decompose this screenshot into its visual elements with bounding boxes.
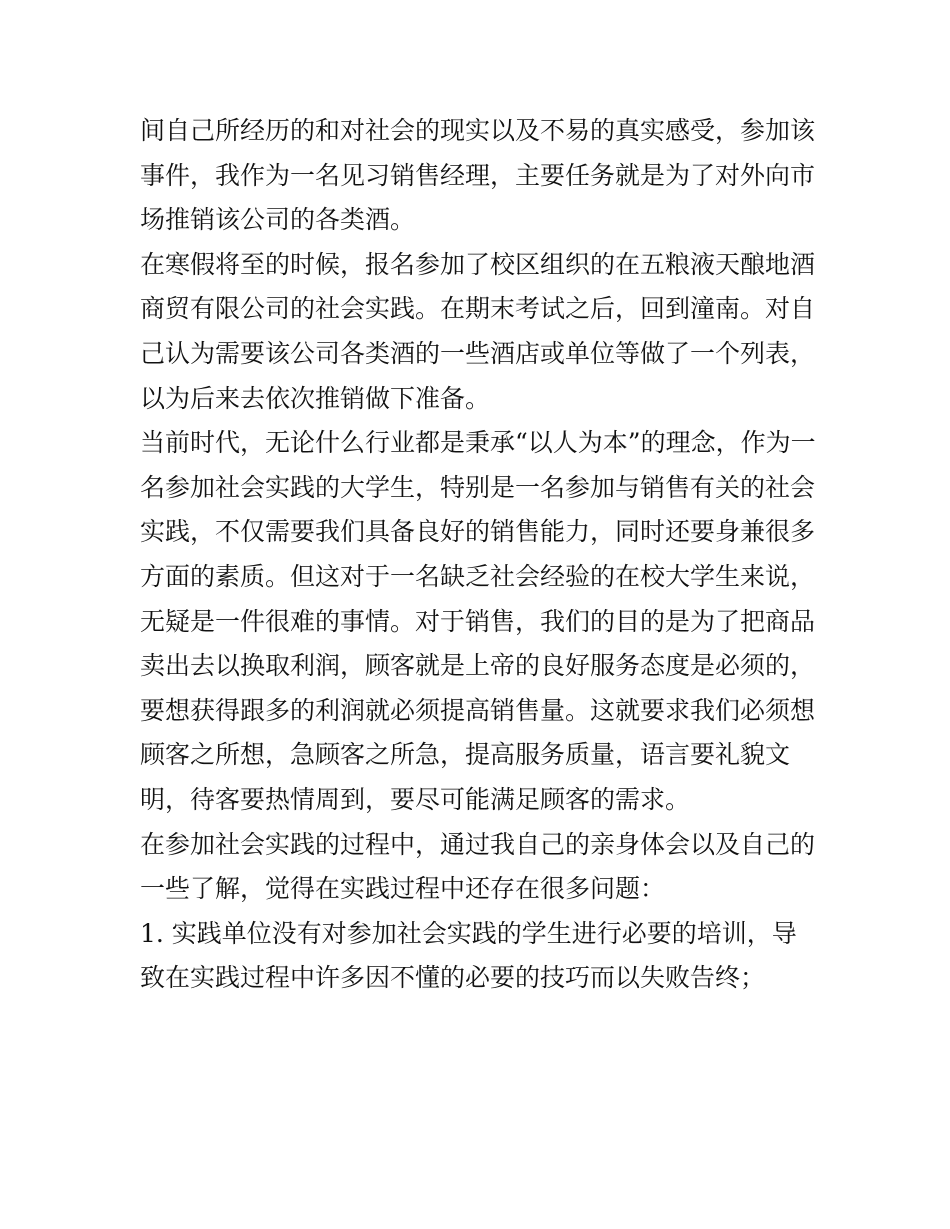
text-line: 无疑是一件很难的事情。对于销售，我们的目的是为了把商品 bbox=[140, 606, 816, 636]
text-line: 己认为需要该公司各类酒的一些酒店或单位等做了一个列表， bbox=[140, 338, 816, 368]
text-line: 卖出去以换取利润，顾客就是上帝的良好服务态度是必须的， bbox=[140, 651, 816, 681]
text-line: 以为后来去依次推销做下准备。 bbox=[140, 383, 491, 413]
text-line: 1. 实践单位没有对参加社会实践的学生进行必要的培训，导 bbox=[140, 918, 797, 948]
text-line: 场推销该公司的各类酒。 bbox=[140, 205, 416, 235]
text-line: 实践，不仅需要我们具备良好的销售能力，同时还要身兼很多 bbox=[140, 517, 816, 547]
paragraph-2 bbox=[140, 243, 820, 421]
paragraph-1 bbox=[140, 109, 820, 243]
text-line: 要想获得跟多的利润就必须提高销售量。这就要求我们必须想 bbox=[140, 695, 816, 725]
text-line: 在寒假将至的时候，报名参加了校区组织的在五粮液天酿地酒 bbox=[140, 249, 816, 279]
paragraph-3 bbox=[140, 421, 820, 822]
paragraph-4 bbox=[140, 823, 820, 912]
text-line: 商贸有限公司的社会实践。在期末考试之后，回到潼南。对自 bbox=[140, 294, 816, 324]
text-line: 名参加社会实践的大学生，特别是一名参加与销售有关的社会 bbox=[140, 472, 816, 502]
document-body bbox=[140, 109, 820, 1001]
text-line: 在参加社会实践的过程中，通过我自己的亲身体会以及自己的 bbox=[140, 829, 816, 859]
text-line: 顾客之所想，急顾客之所急，提高服务质量，语言要礼貌文 bbox=[140, 740, 791, 770]
text-line: 方面的素质。但这对于一名缺乏社会经验的在校大学生来说， bbox=[140, 561, 816, 591]
text-line: 事件，我作为一名见习销售经理，主要任务就是为了对外向市 bbox=[140, 160, 816, 190]
text-line: 间自己所经历的和对社会的现实以及不易的真实感受，参加该 bbox=[140, 116, 816, 145]
text-line: 明，待客要热情周到，要尽可能满足顾客的需求。 bbox=[140, 784, 691, 814]
text-line: 一些了解，觉得在实践过程中还存在很多问题： bbox=[140, 874, 666, 904]
numbered-list-item-1 bbox=[140, 912, 820, 1001]
text-line: 致在实践过程中许多因不懂的必要的技巧而以失败告终； bbox=[140, 963, 766, 993]
text-line: 当前时代，无论什么行业都是秉承“以人为本”的理念，作为一 bbox=[140, 428, 816, 458]
